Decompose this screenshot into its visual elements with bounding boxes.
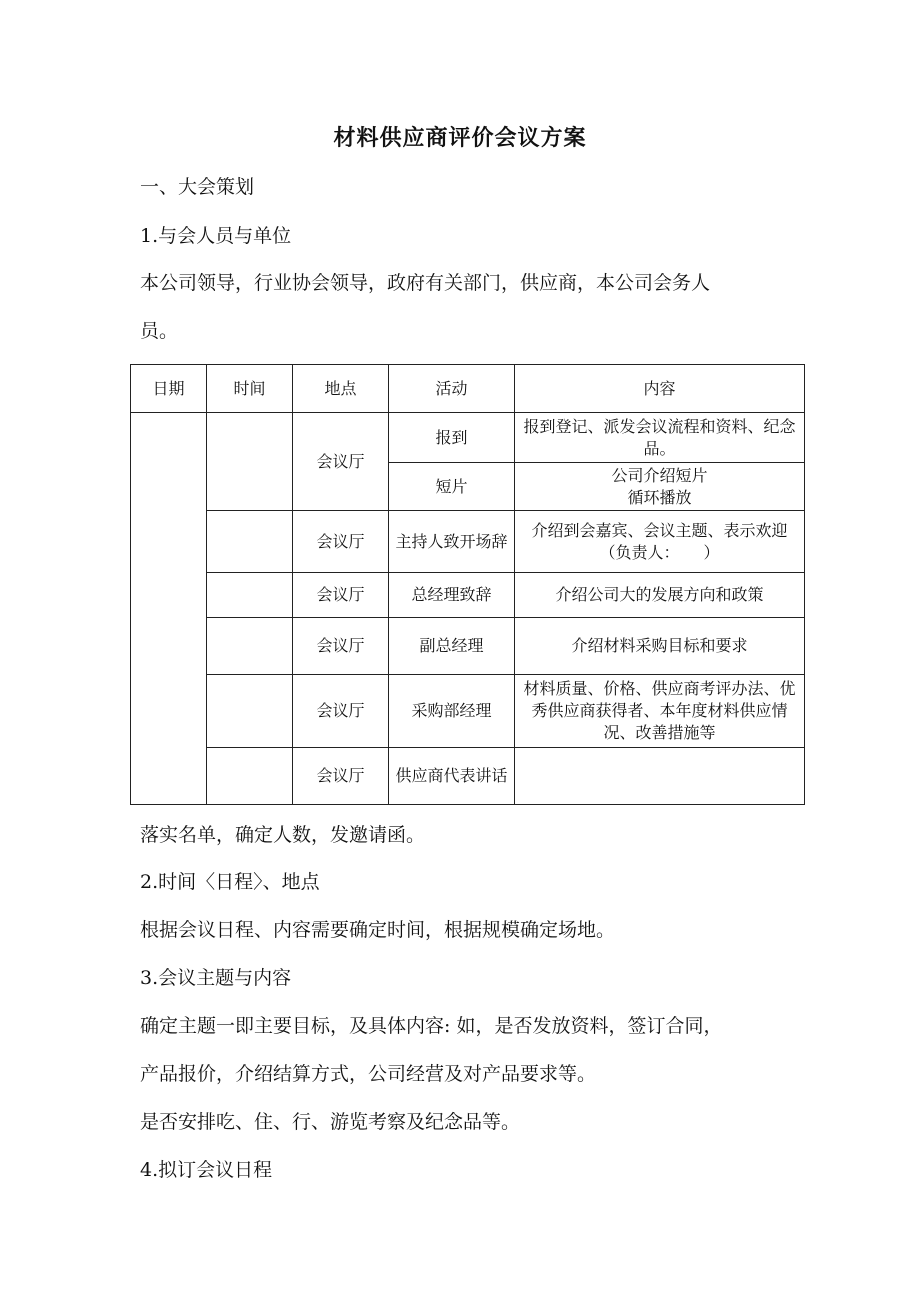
theme-text-line3: 是否安排吃、住、行、游览考察及纪念品等。 bbox=[140, 1111, 521, 1133]
header-place: 地点 bbox=[293, 365, 389, 413]
place-cell: 会议厅 bbox=[293, 573, 389, 618]
time-cell bbox=[207, 511, 293, 573]
activity-cell: 主持人致开场辞 bbox=[389, 511, 515, 573]
date-cell bbox=[131, 413, 207, 805]
content-line: 循环播放 bbox=[627, 487, 692, 507]
content-cell: 报到登记、派发会议流程和资料、纪念品。 bbox=[515, 413, 805, 463]
place-cell: 会议厅 bbox=[293, 413, 389, 511]
time-cell bbox=[207, 618, 293, 675]
header-content: 内容 bbox=[515, 365, 805, 413]
content-cell: 介绍材料采购目标和要求 bbox=[515, 618, 805, 675]
theme-text-line1: 确定主题一即主要目标，及具体内容: 如，是否发放资料，签订合同， bbox=[140, 1015, 723, 1037]
activity-cell: 采购部经理 bbox=[389, 675, 515, 748]
place-cell: 会议厅 bbox=[293, 675, 389, 748]
place-cell: 会议厅 bbox=[293, 748, 389, 805]
section-heading-planning: 一、大会策划 bbox=[140, 176, 255, 198]
place-cell: 会议厅 bbox=[293, 618, 389, 675]
time-cell bbox=[207, 413, 293, 511]
table-row bbox=[131, 675, 805, 748]
page-title: 材料供应商评价会议方案 bbox=[333, 126, 587, 151]
content-line: 公司介绍短片 bbox=[611, 465, 708, 485]
activity-cell: 短片 bbox=[389, 463, 515, 511]
time-place-text: 根据会议日程、内容需要确定时间，根据规模确定场地。 bbox=[140, 919, 616, 941]
content-cell: 介绍公司大的发展方向和政策 bbox=[515, 573, 805, 618]
theme-text-line2: 产品报价，介绍结算方式，公司经营及对产品要求等。 bbox=[140, 1063, 597, 1085]
activity-cell: 供应商代表讲话 bbox=[389, 748, 515, 805]
item-heading-theme: 3.会议主题与内容 bbox=[140, 967, 292, 989]
activity-cell: 总经理致辞 bbox=[389, 573, 515, 618]
time-cell bbox=[207, 748, 293, 805]
table-row bbox=[131, 413, 805, 463]
place-cell: 会议厅 bbox=[293, 511, 389, 573]
attendees-text-line2: 员。 bbox=[140, 320, 179, 342]
content-cell: 介绍到会嘉宾、会议主题、表示欢迎（负责人： ） bbox=[515, 511, 805, 573]
item-heading-attendees: 1.与会人员与单位 bbox=[140, 225, 292, 247]
content-cell bbox=[515, 463, 805, 511]
table-row bbox=[131, 748, 805, 805]
table-row bbox=[131, 618, 805, 675]
header-activity: 活动 bbox=[389, 365, 515, 413]
header-time: 时间 bbox=[207, 365, 293, 413]
item-heading-schedule: 4.拟订会议日程 bbox=[140, 1159, 273, 1181]
attendees-text-line1: 本公司领导，行业协会领导，政府有关部门，供应商，本公司会务人 bbox=[140, 272, 711, 294]
header-date: 日期 bbox=[131, 365, 207, 413]
time-cell bbox=[207, 573, 293, 618]
content-cell: 材料质量、价格、供应商考评办法、优秀供应商获得者、本年度材料供应情况、改善措施等 bbox=[515, 675, 805, 748]
table-row bbox=[131, 511, 805, 573]
table-row bbox=[131, 573, 805, 618]
item-heading-time-place: 2.时间〈日程〉、地点 bbox=[140, 871, 320, 893]
table-header-row bbox=[131, 365, 805, 413]
time-cell bbox=[207, 675, 293, 748]
after-table-text: 落实名单，确定人数，发邀请函。 bbox=[140, 824, 426, 846]
activity-cell: 副总经理 bbox=[389, 618, 515, 675]
activity-cell: 报到 bbox=[389, 413, 515, 463]
schedule-table bbox=[130, 364, 805, 805]
content-cell bbox=[515, 748, 805, 805]
